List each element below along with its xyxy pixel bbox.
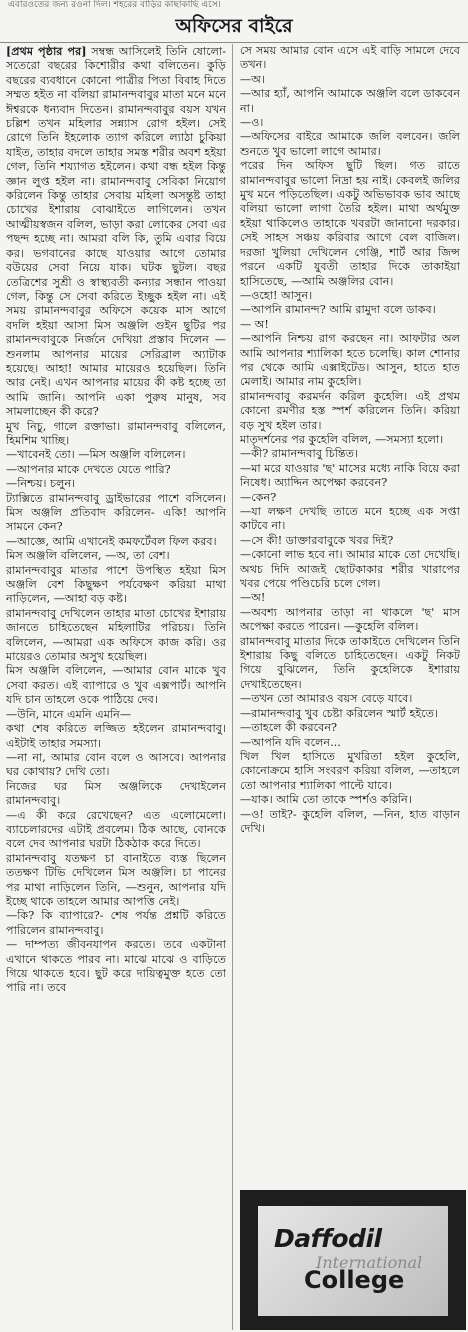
paragraph: পরের দিন অফিস ছুটি ছিল। গত রাতে রামানন্দবাবুর ভালো নিদ্রা হয় নাই। কেবলই জলির মুখ মনে পড়িতেছিল। একটু অভিভাবক ভাব আছে বলিয়া ভালো লাগা তৈরি হইল। মাথা অর্থমুক্ত হইয়া থাকিলেও তাহাকে খবরটা জানানো দরকার। সেই সাহস সঞ্চয় করিবার আগে বেল বাজিল। দরজা খুলিয়া দেখিলেন গেঞ্জি, শার্ট আর জিন্স পরনে একটি যুবতী তাহার দিকে তাকাইয়া হাসিতেছে, —আমি অঞ্জলির বোন।: [240, 159, 460, 288]
paragraph: —তখন তো আমারও বয়স বেড়ে যাবে।: [240, 692, 413, 706]
paragraph: —আপনার মাকে দেখতে যেতে পারি?: [6, 462, 171, 476]
paragraph: রামানন্দবাবু যতক্ষণ চা বানাইতে ব্যস্ত ছিলেন ততক্ষণ টিভি দেখিলেন মিস অঞ্জলি। চা পানের পর মাথা নাড়িলেন তিনি, —শুনুন, আপনার যদি ইচ্ছে থাকে তাহলে আমার আপত্তি নেই।: [6, 851, 226, 908]
paragraph: —আজ্ঞে, আমি এখানেই কমফর্টেবল ফিল করব।: [6, 534, 217, 548]
right-column: [240, 44, 460, 1184]
ad-subtitle: International: [316, 1253, 423, 1272]
paragraph: —নিশ্চয়। চলুন।: [6, 477, 76, 491]
paragraph: — অ!: [240, 317, 269, 331]
paragraph-text: সম্বন্ধ আসিলেই তিনি ষোলো-সতেরো বছরের কিশোরীর কথা বলিতেন। কুড়ি বছরের ব্যবধানে কোনো পাত্রীর পিতা বিবাহ দিতে সম্মত হইত না বলিয়া রামানন্দবাবুর মাতা মনে মনে ঈশ্বরকে ধন্যবাদ দিতেন। রামানন্দবাবুর বয়স যখন চল্লিশ তখন মহিলার সন্ন্যাস রোগ হইল। সেই রোগে তিনি ইহলোক ত্যাগ করিলে ল্যাঠা চুকিয়া যাইত, তাহার বদলে তাহার সমস্ত শরীর অবশ হইয়া গেল, তিনি শয্যাগত হইলেন। কথা বন্ধ হইল কিন্তু জ্ঞান লুপ্ত হইল না। রামানন্দবাবু সেবিকা নিয়োগ করিলেন কিন্তু তাহার সেবায় মহিলা অসন্তুষ্ট তাহা চোখের ইশারায় বোঝাইতে লাগিলেন। তখন আত্মীয়স্বজন বলিল, ভাড়া করা লোকের সেবা এর পছন্দ হচ্ছে না। আমরা বলি কি, তুমি এবার বিয়ে কর। ভগবানের কাছে যাওয়ার আগে তোমার বউয়ের সেবা নিয়ে যাক। ঘটক ছুটল। বছর তেত্রিশের সুশ্রী ও স্বাস্থ্যবতী কন্যার সন্ধান পাওয়া গেল, কিন্তু সে সেবা করিতে ইচ্ছুক হইল না। এই সময় রামানন্দবাবুর অফিসে কয়েক মাস আগে বদলি হইয়া আসা মিস অঞ্জলি গুইন ছুটির পর রামানন্দবাবুকে নির্জনে দেখিয়া প্রস্তাব দিলেন —শুনলাম আপনার মায়ের সেরিব্রাল অ্যাটাক হয়েছে। আহা! আমার মায়েরও হয়েছিল। তিনি আর নেই। এখন আপনার মায়ের কী কষ্ট হচ্ছে তা আমি জানি। আপনি একা পুরুষ মানুষ, সব সামলাচ্ছেন কী করে?: [6, 45, 226, 419]
paragraph: —ও।: [240, 116, 264, 130]
lead-paragraph: [6, 44, 226, 420]
paragraph: — দাম্পত্য জীবনযাপন করতে। তবে একটানা এখানে থাকতে পারব না। মাঝে মাঝে ও বাড়িতে গিয়ে থাকতে হবে। ছুট করে দায়িত্বমুক্ত হতে তো পারি না। তবে: [6, 938, 226, 995]
paragraph: —যাক। আমি তো তাকে স্পর্শও করিনি।: [240, 793, 412, 807]
paragraph: —কেন?: [240, 490, 277, 504]
paragraph: —অফিসের বাইরে আমাকে জলি বলবেন। জলি শুনতে খুব ভালো লাগে আমার।: [240, 130, 460, 158]
ad-panel: [258, 1206, 448, 1316]
paragraph: —অ!: [240, 591, 266, 605]
paragraph: —সে কী! ডাক্তারবাবুকে খবর দিই?: [240, 533, 394, 547]
ad-college-word: College: [304, 1266, 405, 1294]
paragraph: —আপনি নিশ্চয় রাগ করছেন না। আফটার অল আমি আপনার শ্যালিকা হতে চলেছি। কাল শোনার পর থেকে আমি এক্সাইটেড। আসুন, হাতে হাত মেলাই। আমার নাম কুহেলি।: [240, 332, 460, 389]
paragraph: কথা শেষ করিতে লজ্জিত হইলেন রামানন্দবাবু। এইটাই তাহার সমস্যা।: [6, 722, 226, 750]
paragraph: —আর হ্যাঁ, আপনি আমাকে অঞ্জলি বলে ডাকবেন না।: [240, 87, 460, 115]
paragraph: —তাহলে কী করবেন?: [240, 721, 338, 735]
paragraph: মিস অঞ্জলি বলিলেন, —অ, তা বেশ।: [6, 549, 170, 563]
article-headline: অফিসের বাইরে: [0, 10, 468, 43]
paragraph: —আপনি যদি বলেন...: [240, 735, 341, 749]
paragraph: —খাবেনই তো। —মিস অঞ্জলি বলিলেন।: [6, 448, 186, 462]
paragraph: —উনি, মানে এমনি এমনি—: [6, 707, 132, 721]
paragraph: —কি? কি ব্যাপারে?- শেষ পর্যন্ত প্রশ্নটি করিতে পারিলেন রামানন্দবাবু।: [6, 909, 226, 937]
paragraph: —ওহো! আসুন।: [240, 288, 313, 302]
paragraph: নিজের ঘর মিস অঞ্জলিকে দেখাইলেন রামানন্দবাবু।: [6, 779, 226, 808]
left-column: [6, 44, 226, 1330]
paragraph: মিস অঞ্জলি বলিলেন, —আমার বোন মাকে খুব সেবা করত। এই ব্যাপারে ও খুব এক্সপার্ট। আপনি যদি চান তাহলে ওকে পাঠিয়ে দেব।: [6, 664, 226, 707]
paragraph: মুখ নিচু, গালে রক্তাভা। রামানন্দবাবু বলিলেন, হিমশিম খাচ্ছি।: [6, 419, 226, 447]
top-strip-text: এবারওতের জন্য রওনা দিল। শহরের বাড়ির কাছাকাছি এসে।: [8, 0, 221, 10]
paragraph: —কোনো লাভ হবে না। আমার মাকে তো দেখেছি। অথচ দিদি আজই ছোটকাকার শরীর খারাপের খবর পেয়ে পণ্ডিচেরি চলে গেল।: [240, 548, 460, 591]
paragraph: —যা লক্ষণ দেখছি তাতে মনে হচ্ছে এক সপ্তা কাটবে না।: [240, 505, 460, 533]
ad-brand-name: Daffodil: [274, 1224, 382, 1253]
paragraph: রামানন্দবাবু মাতার দিকে তাকাইতে দেখিলেন তিনি ইশারায় কিছু বলিতে চাহিতেছেন। একটু নিকট গিয়ে বুঝিলেন, তিনি কুহেলিকে ইশারায় দেখাইতেছেন।: [240, 634, 460, 691]
paragraph: —না না, আমার বোন বলে ও আসবে। আপনার ঘর কোথায়? দেখি তো।: [6, 750, 226, 779]
paragraph: সে সময় আমার বোন এসে এই বাড়ি সামলে দেবে তখন।: [240, 44, 460, 72]
paragraph: —অবশ্য আপনার তাড়া না থাকলে 'ছ' মাস অপেক্ষা করতে পারেন। —কুহেলি বলিল।: [240, 605, 460, 634]
paragraph: —কী? রামানন্দবাবু চিন্তিত।: [240, 447, 359, 461]
paragraph: —ও! তাই?- কুহেলি বলিল, —নিন, হাত বাড়ান দেখি।: [240, 807, 460, 835]
paragraph: খিল খিল হাসিতে মুখরিতা হইল কুহেলি, কোনোক্রমে হাসি সংবরণ করিয়া বলিল, —তাহলে তো আপনার শ্যালিকা পাল্টে যাবে।: [240, 749, 460, 792]
paragraph: —আপনি রামানন্দ? আমি রামুদা বলে ডাকব।: [240, 303, 436, 317]
column-divider: [232, 44, 233, 1330]
paragraph: ট্যাক্সিতে রামানন্দবাবু ড্রাইভারের পাশে বসিলেন। মিস অঞ্জলি প্রতিবাদ করিলেন- একি! আপনি সামনে কেন?: [6, 491, 226, 534]
paragraph: রামানন্দবাবু করমর্দন করিল কুহেলি। এই প্রথম কোনো রমণীর হস্ত স্পর্শ করিলেন তিনি। করিয়া বড় সুখ হইল তার।: [240, 389, 460, 432]
paragraph: রামানন্দবাবুর মাতার পাশে উপস্থিত হইয়া মিস অঞ্জলি বেশ কিছুক্ষণ পর্যবেক্ষণ করিয়া মাথা নাড়িলেন, —আহা বড় কষ্ট।: [6, 563, 226, 606]
paragraph: মাতৃদর্শনের পর কুহেলি বলিল, —সমস্যা হলো।: [240, 432, 444, 446]
paragraph: —মা মরে যাওয়ার 'ছ' মাসের মধ্যে নাকি বিয়ে করা নিষেধ। অ্যাদ্দিন অপেক্ষা করবেন?: [240, 461, 460, 490]
paragraph: রামানন্দবাবু দেখিলেন তাহার মাতা চোখের ইশারায় জানতে চাহিতেছেন মহিলাটির পরিচয়। তিনি বলিলেন, —আমরা এক অফিসে কাজ করি। ওর মায়েরও তোমার অসুখ হয়েছিল।: [6, 606, 226, 664]
college-advertisement[interactable]: [240, 1190, 466, 1330]
paragraph: —এ কী করে রেখেছেন? এত এলোমেলো। ব্যাচেলারদের এটাই প্রবলেম। ঠিক আছে, বোনকে বলে দেব আপনার ঘরটা ঠিকঠাক করে দিতে।: [6, 808, 226, 851]
paragraph: —রামানন্দবাবু খুব চেষ্টা করিলেন স্মার্ট হইতে।: [240, 706, 439, 720]
continuation-marker: [প্রথম পৃষ্ঠার পর]: [6, 44, 87, 58]
paragraph: —অ।: [240, 72, 265, 86]
